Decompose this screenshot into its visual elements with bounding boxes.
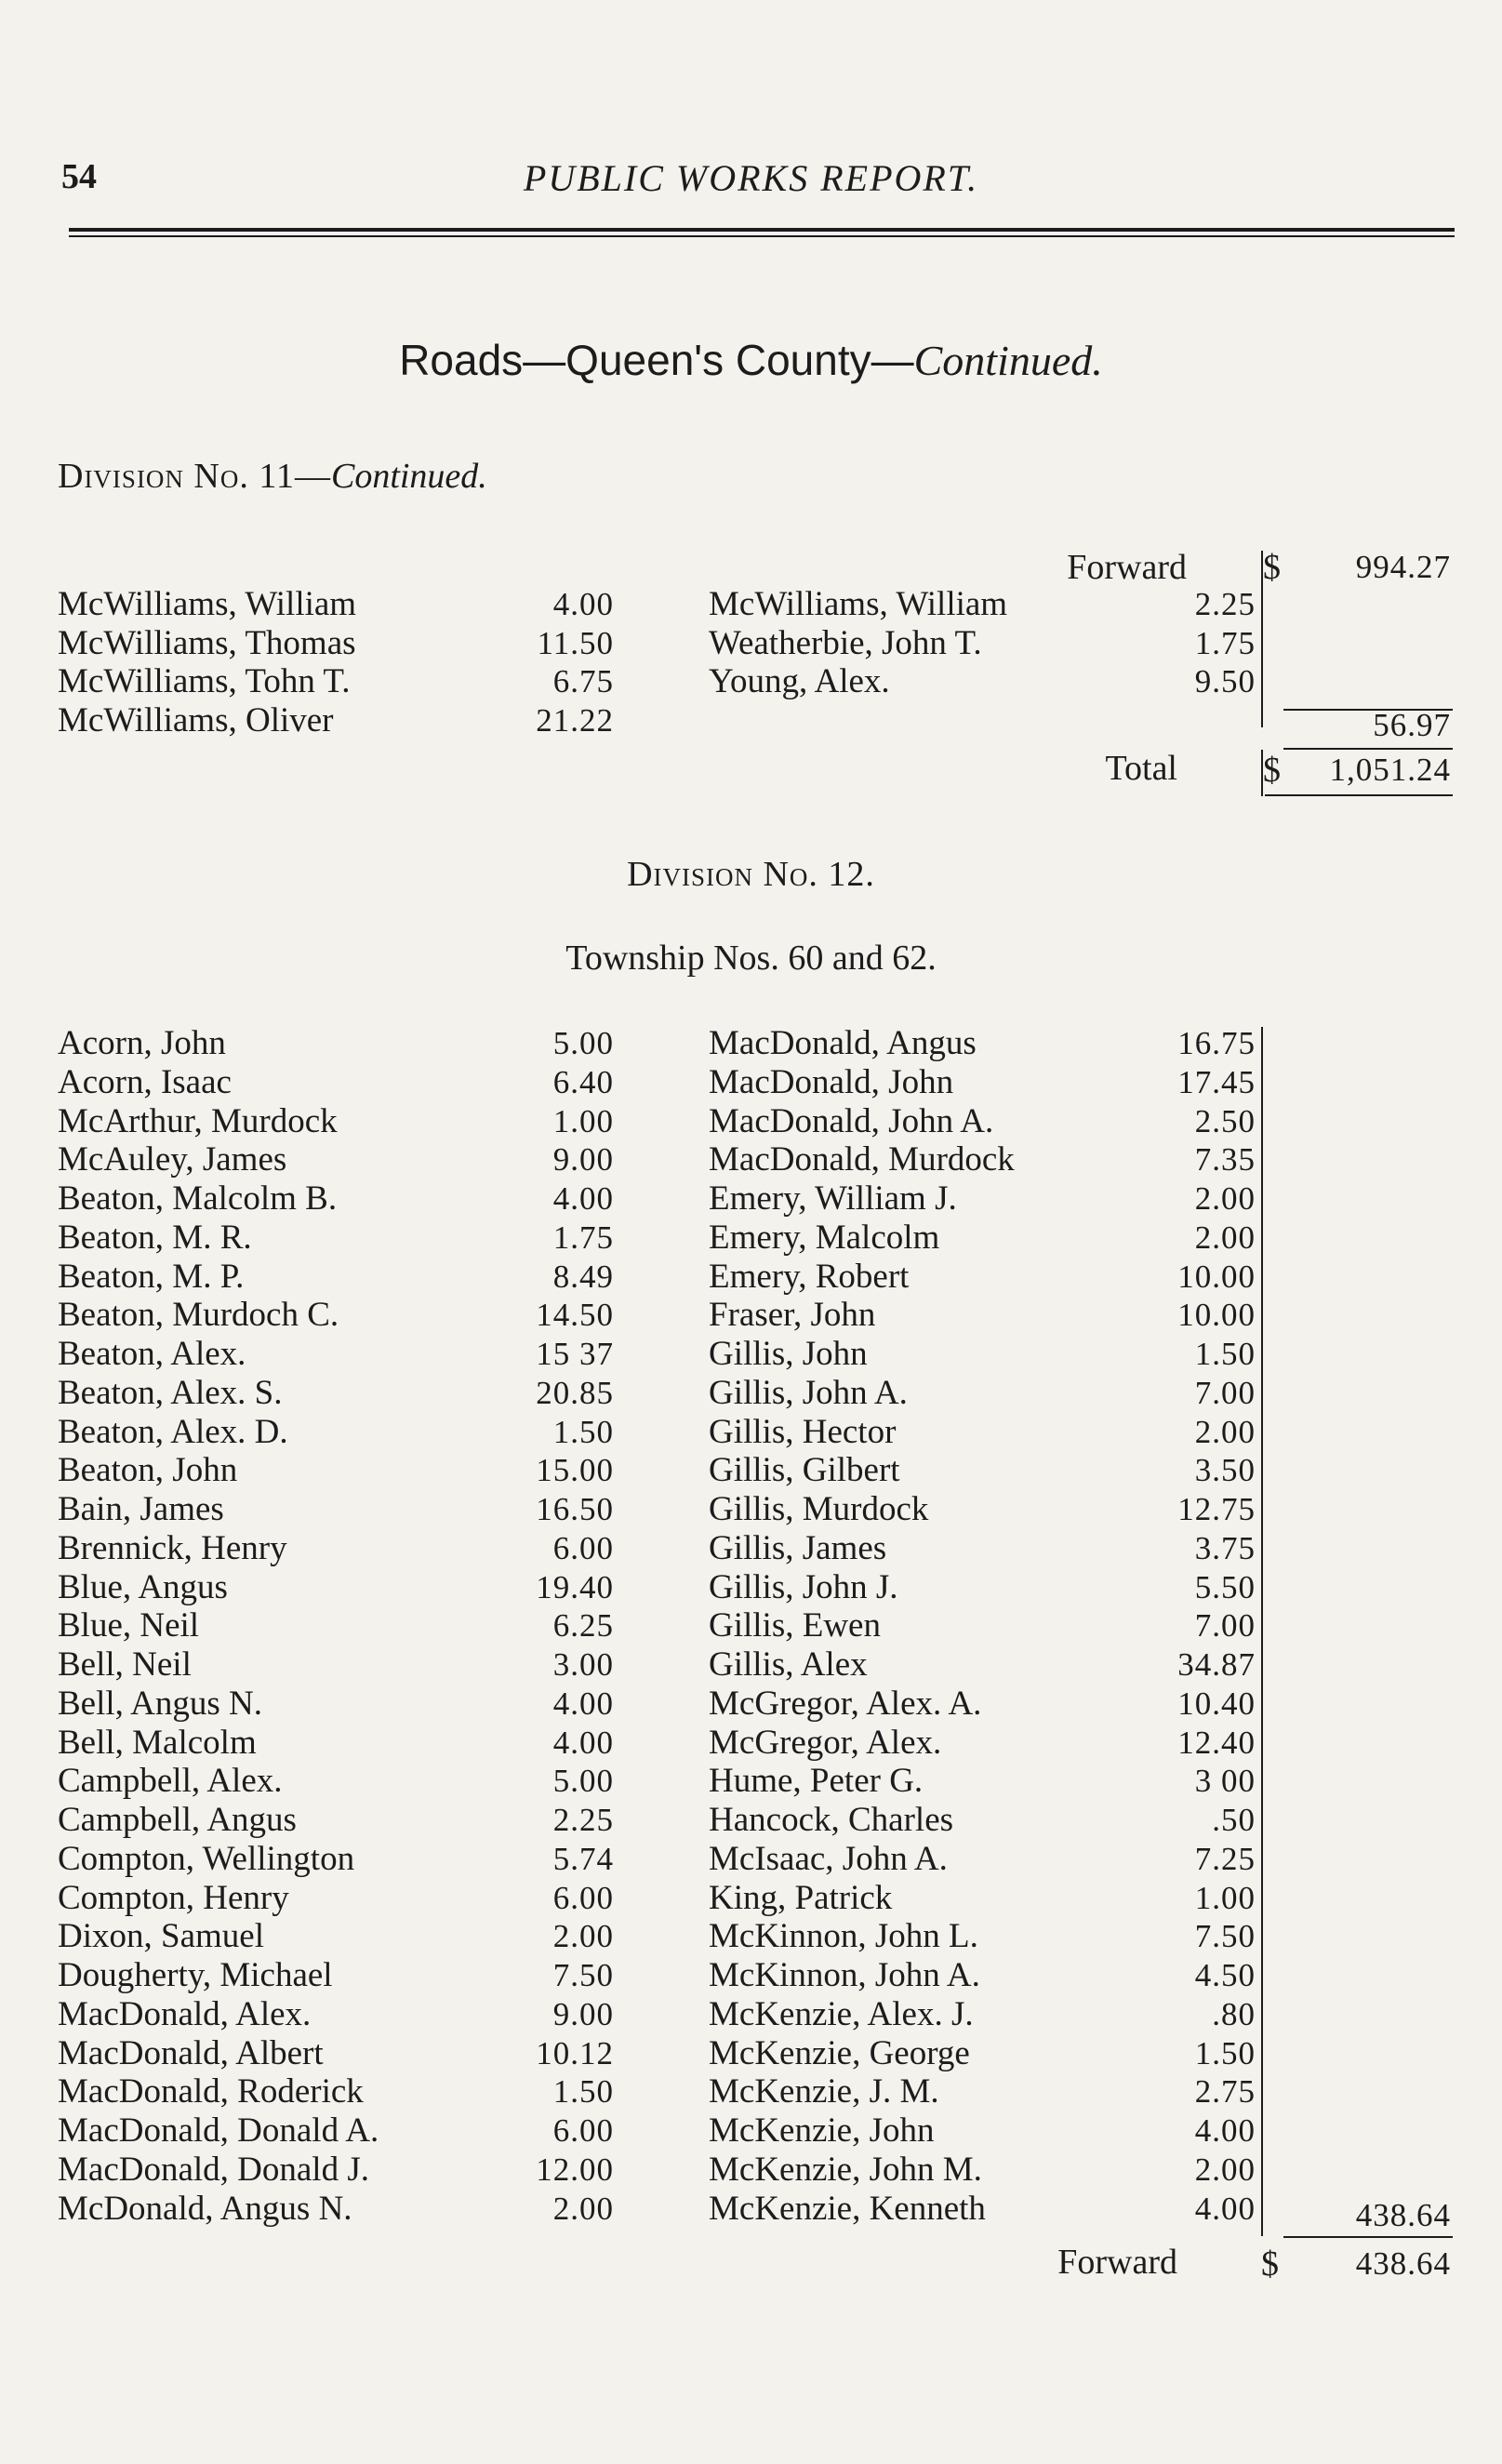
division-12-right-entry-amount: 17.45 [1177, 1063, 1256, 1100]
division-12-left-entry-name: Bain, James [58, 1490, 224, 1528]
division-12-right-entry-amount: 4.50 [1194, 1957, 1256, 1993]
division-12-left-entry-amount: 4.00 [552, 1724, 614, 1761]
division-12-right-entry-amount: 7.00 [1194, 1607, 1256, 1645]
division-12-right-entry-name: McKenzie, John M. [709, 2150, 982, 2189]
division-12-right-entry-amount: 2.50 [1194, 1102, 1256, 1139]
division-11-right-entry-name: McWilliams, William [709, 585, 1008, 623]
division-11-heading-continued: Continued. [330, 457, 487, 496]
division-12-left-entry-amount: 8.49 [552, 1258, 614, 1295]
division-11-subtotal-rule [1283, 748, 1453, 750]
division-12-right-entry-amount: 10.40 [1177, 1685, 1256, 1722]
division-12-right-entry-name: Emery, Robert [709, 1257, 910, 1296]
division-12-right-entry-amount: 2.00 [1194, 1413, 1256, 1450]
division-11-right-entry-amount: 1.75 [1194, 624, 1256, 661]
division-12-right-entry-name: McKenzie, George [709, 2033, 970, 2072]
division-12-left-entry-name: Compton, Henry [58, 1878, 289, 1917]
division-12-right-entry-name: MacDonald, John [709, 1062, 954, 1101]
division-12-left-entry-name: Beaton, M. R. [58, 1218, 252, 1257]
division-12-left-entry-name: MacDonald, Roderick [58, 2072, 364, 2111]
division-12-right-entry-name: MacDonald, John A. [709, 1101, 994, 1140]
division-12-right-entry-amount: 4.00 [1194, 2190, 1256, 2227]
division-12-left-entry-name: Bell, Neil [58, 1645, 192, 1684]
division-12-right-entry-amount: 2.00 [1194, 2151, 1256, 2188]
division-12-left-entry-amount: 10.12 [536, 2034, 614, 2071]
division-11-left-entry-name: McWilliams, Thomas [58, 623, 356, 662]
division-12-right-entry-amount: 3 00 [1194, 1763, 1256, 1800]
division-12-left-entry-name: MacDonald, Alex. [58, 1994, 312, 2033]
division-12-right-entry-name: Gillis, Alex [709, 1645, 868, 1684]
division-12-left-entry-name: McArthur, Murdock [58, 1101, 338, 1140]
division-12-right-entry-amount: .50 [1212, 1802, 1256, 1838]
division-12-right-entry-name: McGregor, Alex. [709, 1723, 942, 1762]
division-12-left-entry-name: McDonald, Angus N. [58, 2189, 352, 2228]
division-12-left-entry-amount: 6.25 [552, 1607, 614, 1645]
division-12-left-entry-amount: 2.00 [552, 2190, 614, 2227]
division-12-left-entry-name: Dixon, Samuel [58, 1917, 264, 1956]
division-12-left-entry-amount: 12.00 [536, 2151, 614, 2188]
division-12-right-entry-amount: .80 [1212, 1995, 1256, 2032]
division-11-total-rule-bottom [1265, 794, 1453, 796]
division-12-column-rule [1261, 1027, 1263, 2236]
division-12-left-entry-name: Beaton, Alex. [58, 1335, 246, 1373]
division-12-left-entry-name: Beaton, Alex. D. [58, 1412, 288, 1451]
division-11-right-entry-name: Weatherbie, John T. [709, 623, 982, 662]
division-12-left-entry-amount: 2.00 [552, 1918, 614, 1955]
division-12-right-entry-amount: 12.75 [1177, 1491, 1256, 1527]
division-12-left-entry-amount: 9.00 [552, 1995, 614, 2032]
division-12-right-entry-name: Gillis, James [709, 1528, 887, 1567]
division-12-left-entry-amount: 4.00 [552, 1180, 614, 1217]
division-12-right-entry-name: McKenzie, J. M. [709, 2072, 939, 2111]
division-12-right-entry-amount: 1.50 [1194, 2034, 1256, 2071]
division-12-left-entry-name: Blue, Angus [58, 1567, 228, 1606]
division-11-left-entry-amount: 4.00 [552, 586, 614, 622]
division-12-right-entry-name: MacDonald, Murdock [709, 1140, 1015, 1179]
division-12-left-entry-name: Beaton, Alex. S. [58, 1373, 283, 1412]
division-12-right-entry-name: MacDonald, Angus [709, 1024, 977, 1062]
division-12-right-entry-amount: 1.00 [1194, 1879, 1256, 1916]
division-12-right-entry-name: McIsaac, John A. [709, 1839, 948, 1878]
division-12-forward-dollar: $ [1261, 2244, 1279, 2284]
division-12-left-entry-name: Campbell, Alex. [58, 1762, 283, 1801]
division-12-left-entry-name: Dougherty, Michael [58, 1956, 333, 1994]
division-11-forward-label: Forward [1067, 548, 1187, 587]
division-11-total-label: Total [1105, 749, 1177, 788]
division-12-right-entry-amount: 10.00 [1177, 1297, 1256, 1334]
division-12-right-entry-name: Emery, William J. [709, 1179, 957, 1218]
header-rule-thick [69, 228, 1455, 232]
section-title-continued: Continued. [913, 337, 1103, 384]
division-12-right-entry-name: Gillis, John J. [709, 1567, 898, 1606]
division-12-right-entry-amount: 3.75 [1194, 1529, 1256, 1566]
division-12-left-entry-name: Brennick, Henry [58, 1528, 287, 1567]
division-12-right-entry-name: McKinnon, John L. [709, 1917, 978, 1956]
division-12-left-entry-amount: 3.00 [552, 1646, 614, 1683]
division-12-left-entry-name: Blue, Neil [58, 1606, 200, 1645]
division-12-left-entry-name: Beaton, John [58, 1451, 238, 1490]
division-12-left-entry-amount: 1.50 [552, 2073, 614, 2111]
division-11-left-entry-amount: 11.50 [537, 624, 614, 661]
division-12-right-entry-amount: 7.25 [1194, 1840, 1256, 1877]
division-12-right-entry-name: Gillis, John A. [709, 1373, 908, 1412]
division-12-left-entry-amount: 5.74 [552, 1840, 614, 1877]
division-11-forward-dollar: $ [1263, 548, 1281, 587]
division-12-left-entry-amount: 6.40 [552, 1063, 614, 1100]
division-12-left-entry-amount: 2.25 [552, 1802, 614, 1838]
division-12-left-entry-amount: 19.40 [536, 1568, 614, 1605]
division-12-right-entry-name: McKenzie, Kenneth [709, 2189, 986, 2228]
section-title [0, 335, 1502, 385]
division-12-left-entry-amount: 5.00 [552, 1025, 614, 1061]
division-11-subtotal: 56.97 [1373, 707, 1451, 743]
division-11-heading [58, 456, 487, 497]
division-11-total-dollar: $ [1263, 751, 1281, 790]
division-12-left-entry-amount: 1.50 [552, 1413, 614, 1450]
division-12-right-entry-amount: 7.35 [1194, 1141, 1256, 1179]
division-11-left-entry-name: McWilliams, William [58, 585, 357, 623]
division-12-right-entry-name: McKinnon, John A. [709, 1956, 980, 1994]
division-12-left-entry-amount: 1.75 [552, 1219, 614, 1256]
division-12-column-total: 438.64 [1355, 2197, 1451, 2233]
division-12-total-rule [1283, 2236, 1453, 2238]
division-12-right-entry-amount: 2.00 [1194, 1180, 1256, 1217]
section-title-text: Roads—Queen's County— [399, 336, 914, 384]
division-12-subheading: Township Nos. 60 and 62. [565, 939, 937, 978]
division-12-left-entry-name: Beaton, M. P. [58, 1257, 245, 1296]
division-12-forward-amount: 438.64 [1355, 2245, 1451, 2282]
division-12-left-entry-name: Beaton, Murdoch C. [58, 1296, 339, 1335]
division-12-left-entry-amount: 15 37 [536, 1336, 614, 1372]
division-12-right-entry-name: McGregor, Alex. A. [709, 1684, 982, 1723]
division-11-forward-amount: 994.27 [1355, 549, 1451, 585]
division-12-left-entry-amount: 15.00 [536, 1452, 614, 1489]
division-12-left-entry-amount: 6.00 [552, 2112, 614, 2149]
division-12-left-entry-amount: 6.00 [552, 1529, 614, 1566]
division-11-column-rule [1261, 551, 1263, 727]
division-12-right-entry-amount: 12.40 [1177, 1724, 1256, 1761]
division-12-right-entry-name: Fraser, John [709, 1296, 876, 1335]
division-12-left-entry-name: MacDonald, Donald A. [58, 2111, 379, 2150]
division-11-left-entry-name: McWilliams, Tohn T. [58, 662, 351, 701]
division-12-right-entry-amount: 3.50 [1194, 1452, 1256, 1489]
page-number: 54 [61, 157, 97, 196]
division-12-right-entry-name: Gillis, Ewen [709, 1606, 881, 1645]
division-12-left-entry-name: Bell, Malcolm [58, 1723, 257, 1762]
division-12-right-entry-amount: 1.50 [1194, 1336, 1256, 1372]
division-11-heading-text: Division No. 11— [58, 457, 331, 496]
division-12-left-entry-amount: 14.50 [536, 1297, 614, 1334]
division-12-left-entry-name: McAuley, James [58, 1140, 287, 1179]
division-12-left-entry-name: MacDonald, Donald J. [58, 2150, 369, 2189]
division-12-left-entry-name: MacDonald, Albert [58, 2033, 324, 2072]
division-12-left-entry-amount: 5.00 [552, 1763, 614, 1800]
division-12-left-entry-amount: 7.50 [552, 1957, 614, 1993]
division-12-right-entry-amount: 7.00 [1194, 1374, 1256, 1411]
division-12-left-entry-amount: 16.50 [536, 1491, 614, 1527]
division-12-left-entry-name: Acorn, John [58, 1024, 226, 1062]
division-11-left-entry-amount: 6.75 [552, 663, 614, 700]
division-12-left-entry-name: Bell, Angus N. [58, 1684, 262, 1723]
division-12-right-entry-name: McKenzie, Alex. J. [709, 1994, 974, 2033]
division-12-right-entry-name: King, Patrick [709, 1878, 893, 1917]
division-12-left-entry-amount: 6.00 [552, 1879, 614, 1916]
division-12-right-entry-name: Gillis, Murdock [709, 1490, 929, 1528]
division-12-right-entry-name: Gillis, John [709, 1335, 868, 1373]
division-12-right-entry-amount: 4.00 [1194, 2112, 1256, 2149]
header-rule-thin [69, 235, 1455, 237]
running-title: PUBLIC WORKS REPORT. [523, 157, 979, 199]
division-12-right-entry-amount: 2.00 [1194, 1219, 1256, 1256]
division-12-right-entry-name: McKenzie, John [709, 2111, 935, 2150]
division-12-right-entry-amount: 16.75 [1177, 1025, 1256, 1061]
division-11-right-entry-amount: 9.50 [1194, 663, 1256, 700]
division-12-right-entry-amount: 34.87 [1177, 1646, 1256, 1683]
division-12-right-entry-name: Gillis, Hector [709, 1412, 897, 1451]
division-12-left-entry-amount: 9.00 [552, 1141, 614, 1179]
division-12-right-entry-amount: 2.75 [1194, 2073, 1256, 2111]
division-12-right-entry-name: Hancock, Charles [709, 1801, 954, 1839]
division-12-right-entry-name: Gillis, Gilbert [709, 1451, 900, 1490]
division-12-left-entry-name: Compton, Wellington [58, 1839, 355, 1878]
division-12-forward-label: Forward [1057, 2243, 1177, 2282]
division-11-left-entry-name: McWilliams, Oliver [58, 701, 334, 740]
division-12-left-entry-name: Campbell, Angus [58, 1801, 297, 1839]
division-12-right-entry-name: Emery, Malcolm [709, 1218, 940, 1257]
division-11-left-entry-amount: 21.22 [536, 702, 614, 739]
division-12-left-entry-amount: 4.00 [552, 1685, 614, 1722]
division-11-right-entry-amount: 2.25 [1194, 586, 1256, 622]
division-12-left-entry-amount: 20.85 [536, 1374, 614, 1411]
division-12-right-entry-amount: 5.50 [1194, 1568, 1256, 1605]
division-11-total-amount: 1,051.24 [1329, 752, 1451, 788]
division-12-right-entry-amount: 7.50 [1194, 1918, 1256, 1955]
division-12-left-entry-name: Beaton, Malcolm B. [58, 1179, 338, 1218]
division-12-right-entry-name: Hume, Peter G. [709, 1762, 924, 1801]
division-11-right-entry-name: Young, Alex. [709, 662, 890, 701]
division-12-left-entry-amount: 1.00 [552, 1102, 614, 1139]
division-12-right-entry-amount: 10.00 [1177, 1258, 1256, 1295]
division-12-heading: Division No. 12. [627, 855, 875, 894]
division-12-left-entry-name: Acorn, Isaac [58, 1062, 232, 1101]
